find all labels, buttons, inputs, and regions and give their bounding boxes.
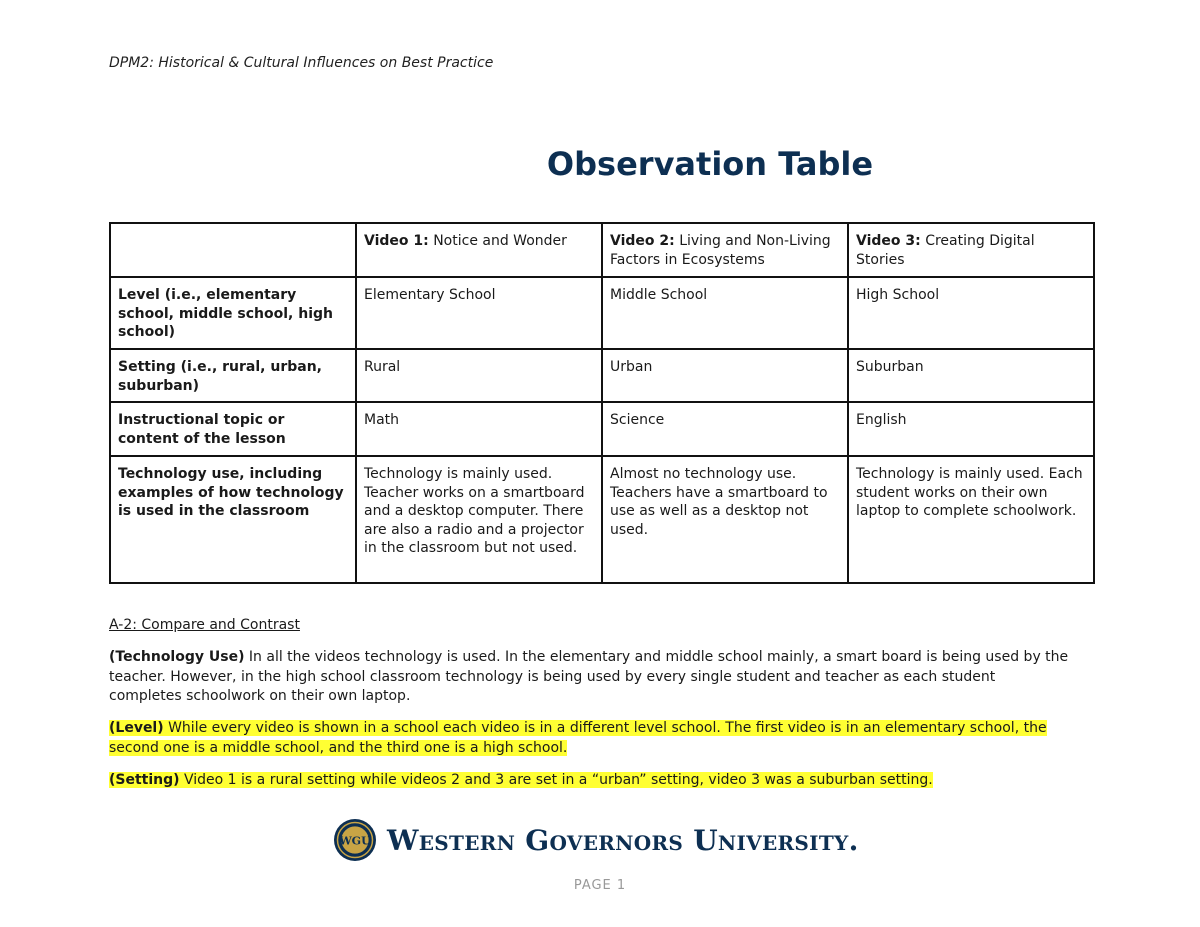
column-header-video-1: Video 1: Notice and Wonder xyxy=(356,223,602,277)
section-heading: A-2: Compare and Contrast xyxy=(109,617,300,633)
wgu-seal-icon xyxy=(333,818,377,862)
column-header-video-3: Video 3: Creating Digital Stories xyxy=(848,223,1094,277)
paragraph-text: While every video is shown in a school each video is in a different level school. The first video is in an elementary school, the second one is a middle school, and the third one is a high school. xyxy=(109,720,1047,756)
table-cell: Suburban xyxy=(848,349,1094,402)
table-cell: High School xyxy=(848,277,1094,349)
observation-table xyxy=(109,222,1095,584)
page-number: PAGE 1 xyxy=(573,878,627,893)
paragraph-text: Video 1 is a rural setting while videos 2 and 3 are set in a “urban” setting, video 3 was a suburban setting. xyxy=(179,772,933,788)
table-cell: Almost no technology use. Teachers have a smartboard to use as well as a desktop not used. xyxy=(602,456,848,583)
row-header-topic: Instructional topic or content of the lesson xyxy=(110,402,356,456)
table-cell: Rural xyxy=(356,349,602,402)
table-header-row xyxy=(110,223,1094,277)
table-cell: Middle School xyxy=(602,277,848,349)
paragraph-label: (Setting) xyxy=(109,772,180,788)
row-header-setting: Setting (i.e., rural, urban, suburban) xyxy=(110,349,356,402)
svg-text:WGU: WGU xyxy=(339,834,371,848)
paragraph-level xyxy=(109,719,1069,758)
wgu-wordmark: Western Governors University. xyxy=(387,823,859,857)
paragraph-setting xyxy=(109,771,1069,791)
table-cell: Technology is mainly used. Each student works on their own laptop to complete schoolwork. xyxy=(848,456,1094,583)
paragraph-label: (Level) xyxy=(109,720,164,736)
table-cell: Technology is mainly used. Teacher works on a smartboard and a desktop computer. There are also a radio and a projector in the classroom but not used. xyxy=(356,456,602,583)
table-row xyxy=(110,277,1094,349)
paragraph-label: (Technology Use) xyxy=(109,649,245,665)
table-cell: Math xyxy=(356,402,602,456)
page-title: Observation Table xyxy=(546,145,874,183)
table-row xyxy=(110,402,1094,456)
document-header: DPM2: Historical & Cultural Influences on Best Practice xyxy=(109,55,494,71)
paragraph-text: In all the videos technology is used. In the elementary and middle school mainly, a smart board is being used by the teacher. However, in the high school classroom technology is being used by every single student and teacher as each student completes schoolwork on their own laptop. xyxy=(109,649,1069,704)
row-header-level: Level (i.e., elementary school, middle school, high school) xyxy=(110,277,356,349)
table-cell: Science xyxy=(602,402,848,456)
table-cell: English xyxy=(848,402,1094,456)
table-row xyxy=(110,349,1094,402)
table-cell: Elementary School xyxy=(356,277,602,349)
paragraph-technology-use xyxy=(109,648,1069,707)
table-corner-cell xyxy=(110,223,356,277)
table-cell: Urban xyxy=(602,349,848,402)
wgu-logo xyxy=(333,818,859,862)
row-header-technology: Technology use, including examples of how technology is used in the classroom xyxy=(110,456,356,583)
table-row xyxy=(110,456,1094,583)
column-header-video-2: Video 2: Living and Non-Living Factors in Ecosystems xyxy=(602,223,848,277)
